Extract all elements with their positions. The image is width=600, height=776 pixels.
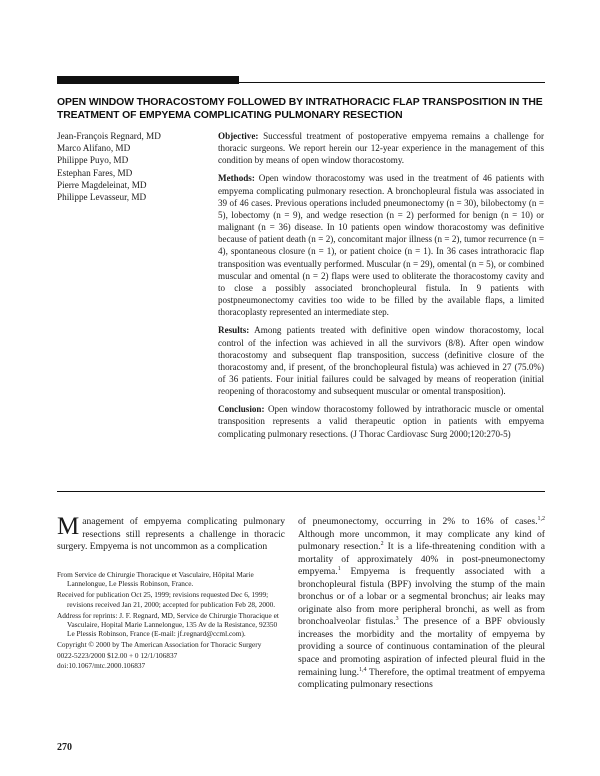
body-column-left (57, 513, 285, 554)
body-paragraph (298, 516, 545, 692)
methods-text: Open window thoracostomy was used in the treatment of 46 patients with empyema complicating pulmonary resection. A bronchopleural fistula was associated in 39 of 46 cases. Previous operations included pneumonectomy (n = 30), bilobectomy (n = 5), lobectomy (n = 9), and wedge resection (n = 2) performed for benign (n = 10) or malignant (n = 36) disease. In 10 patients open window thoracostomy was definitive because of patient death (n = 2), concomitant major illness (n = 2), tumor recurrence (n = 4), spontaneous closure (n = 1), or patient choice (n = 1). In 36 cases intrathoracic flap transposition was eventually performed. Muscular (n = 29), omental (n = 5), or combined muscular and omental (n = 2) flaps were used to obliterate the thoracostomy cavity and to close a possibly associated bronchopleural fistula. In 9 patients with postpneumonectomy cavities too wide to be filled by the available flaps, a limited thoracoplasty represented an intermediate step. (218, 173, 544, 318)
methods-label: Methods: (218, 173, 255, 184)
section-divider (57, 491, 545, 492)
intro-paragraph (57, 513, 285, 554)
author: Marco Alifano, MD (57, 143, 131, 154)
body-text: Empyema is frequently associated with a bronchopleural fistula (BPF) involving the stump of the main bronchus or of a lobar or a segmental bronchus; air leaks may originate also from more peripheral bronchi, as well as from bronchoalveolar fistulas. (298, 566, 545, 628)
footnote-received: Received for publication Oct 25, 1999; revisions requested Dec 6, 1999; revisions received Jan 21, 2000; accepted for publication Feb 28, 2000. (57, 590, 276, 609)
drop-cap: M (57, 513, 80, 540)
reference-marker: 1,4 (359, 666, 367, 673)
reference-marker: 2 (380, 540, 384, 547)
body-text: of pneumonectomy, occurring in 2% to 16% of cases. (298, 516, 538, 527)
author: Philippe Levasseur, MD (57, 192, 147, 203)
author: Estephan Fares, MD (57, 167, 133, 178)
reference-marker: 1,2 (537, 515, 545, 522)
body-text: Although more uncommon, it may complicate any kind of pulmonary resection. (298, 528, 545, 553)
footnote-issn: 0022-5223/2000 $12.00 + 0 12/1/106837 (57, 651, 178, 661)
author: Philippe Puyo, MD (57, 155, 129, 166)
abstract-objective (218, 130, 544, 166)
abstract-conclusion (218, 403, 544, 439)
author: Pierre Magdeleinat, MD (57, 179, 147, 190)
header-rule (57, 82, 545, 83)
objective-text: Successful treatment of postoperative empyema remains a challenge for thoracic surgeons. We report herein our 12-year experience in the management of this condition by means of open window thoracostomy. (218, 131, 544, 166)
results-text: Among patients treated with definitive open window thoracostomy, local control of the infection was achieved in all the survivors (8/8). After open window thoracostomy and subsequent flap transposition, success (definitive closure of the thoracostomy and, if present, of the bronchopleural fistula) was achieved in 27 (75.0%) of 36 patients. Four initial failures could be salvaged by means of reoperation (initial reopening of thoracostomy and subsequent muscular or omental transposition). (218, 325, 544, 397)
conclusion-text: Open window thoracostomy followed by intrathoracic muscle or omental transposition represents a valid therapeutic option in patients with empyema complicating pulmonary resections. (218, 404, 544, 439)
author: Jean-François Regnard, MD (57, 131, 161, 141)
footnote-doi: doi:10.1067/mtc.2000.106837 (57, 660, 146, 670)
reference-marker: 1 (337, 566, 341, 572)
footnote-address: Address for reprints: J. F. Regnard, MD, Service de Chirurgie Thoracique et Vasculaire, Hopital Marie Lannelongue, 135 Av de la Resistance, 92350 Le Plessis Robinson, France (E-mail: jf.regnard@ccml.com). (57, 610, 279, 639)
abstract-methods (218, 172, 544, 318)
intro-text: anagement of empyema complicating pulmonary resections still represents a challenge in thoracic surgery. Empyema is not uncommon as a complication (57, 516, 285, 553)
footnotes (57, 570, 285, 670)
reference-marker: 3 (395, 616, 399, 623)
footnote-affiliation: From Service de Chirurgie Thoracique et Vasculaire, Hôpital Marie Lannelongue, Le Plessis Robinson, France. (57, 570, 254, 589)
abstract (218, 130, 544, 446)
abstract-results (218, 324, 544, 397)
journal-citation: (J Thorac Cardiovasc Surg 2000;120:270-5) (350, 428, 511, 439)
footnote-copyright: Copyright © 2000 by The American Association for Thoracic Surgery (57, 640, 262, 650)
results-label: Results: (218, 325, 250, 336)
body-text: The presence of a BPF obviously increases the morbidity and the mortality of empyema by providing a source of continuous contamination of the pleural space and promoting aspiration of infected pleural fluid in the remaining lung. (298, 616, 546, 678)
objective-label: Objective: (218, 131, 259, 141)
page-number: 270 (57, 742, 72, 753)
body-text: Therefore, the optimal treatment of empyema complicating pulmonary resections (298, 666, 545, 691)
author-list (57, 130, 217, 203)
body-column-right (298, 516, 545, 692)
article-title: OPEN WINDOW THORACOSTOMY FOLLOWED BY INTRATHORACIC FLAP TRANSPOSITION IN THE TREATMENT OF EMPYEMA COMPLICATING PULMONARY RESECTION (57, 97, 543, 121)
body-text: It is a life-threatening condition with a mortality of approximately 40% in post-pneumonectomy empyema. (298, 541, 545, 578)
conclusion-label: Conclusion: (218, 404, 265, 415)
